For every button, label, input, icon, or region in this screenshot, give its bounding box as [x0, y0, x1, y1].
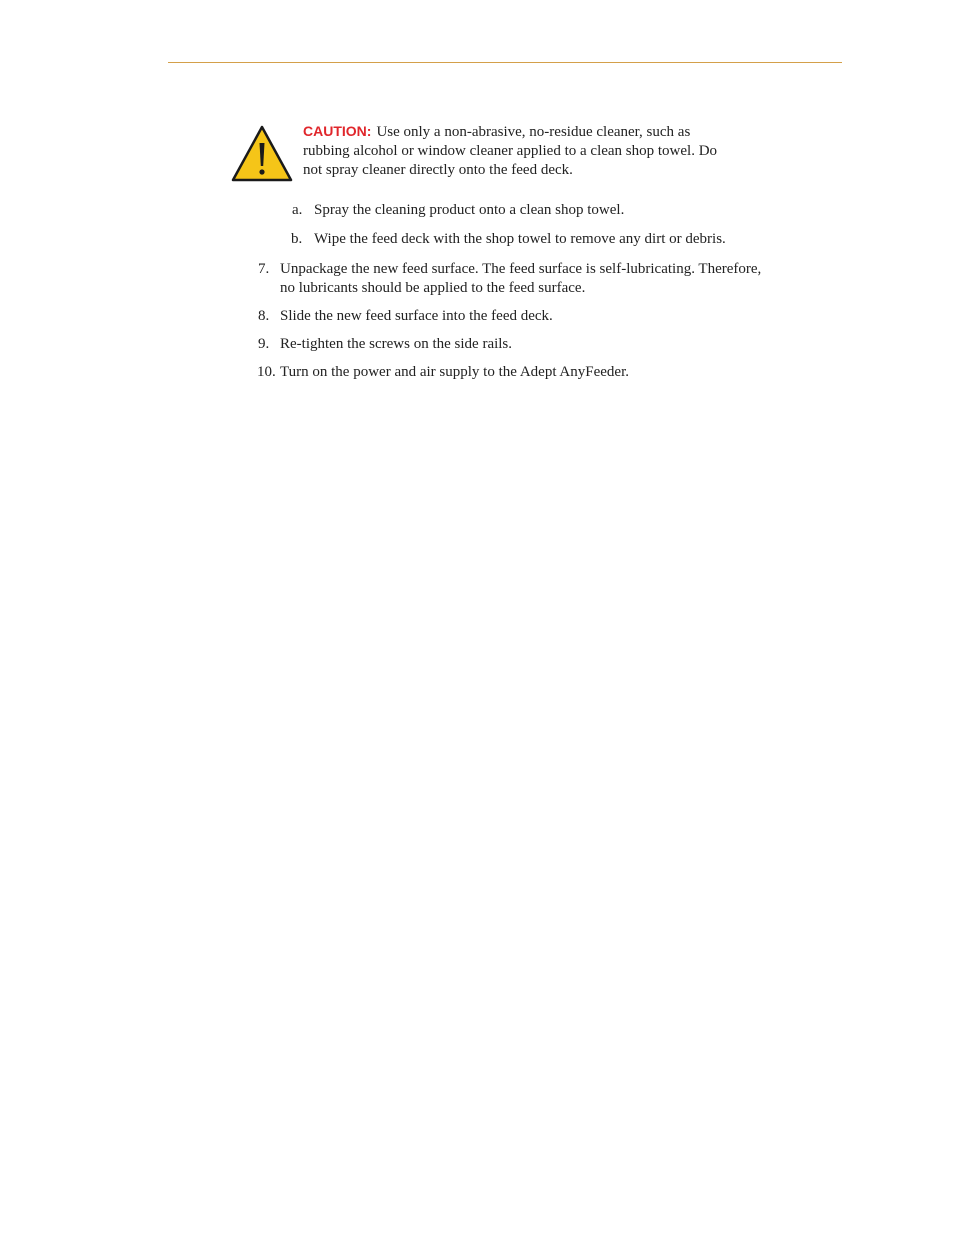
substep-text: Spray the cleaning product onto a clean shop towel. [314, 202, 625, 218]
step-text: no lubricants should be applied to the feed surface. [280, 280, 586, 296]
caution-notice [230, 122, 830, 184]
step-text: Turn on the power and air supply to the Adept AnyFeeder. [280, 364, 629, 380]
step-text: Re-tighten the screws on the side rails. [280, 336, 513, 352]
step-number: 9. [258, 336, 270, 352]
header-rule [168, 62, 842, 63]
step-number: 8. [258, 308, 270, 324]
caution-label: CAUTION: [303, 123, 372, 139]
step-number: 10. [257, 364, 276, 380]
caution-line: not spray cleaner directly onto the feed deck. [303, 162, 573, 178]
caution-text [303, 122, 783, 180]
step-text: Unpackage the new feed surface. The feed surface is self-lubricating. Therefore, [280, 261, 762, 277]
step-text: Slide the new feed surface into the feed deck. [280, 308, 553, 324]
caution-line: rubbing alcohol or window cleaner applied to a clean shop towel. Do [303, 143, 718, 159]
substep-marker: a. [292, 202, 303, 218]
warning-triangle-icon [230, 124, 294, 182]
caution-line-text: Use only a non-abrasive, no-residue cleaner, such as [376, 124, 691, 140]
substep-text: Wipe the feed deck with the shop towel to remove any dirt or debris. [314, 231, 726, 247]
step-number: 7. [258, 261, 270, 277]
substep-marker: b. [291, 231, 303, 247]
caution-line [303, 122, 783, 142]
